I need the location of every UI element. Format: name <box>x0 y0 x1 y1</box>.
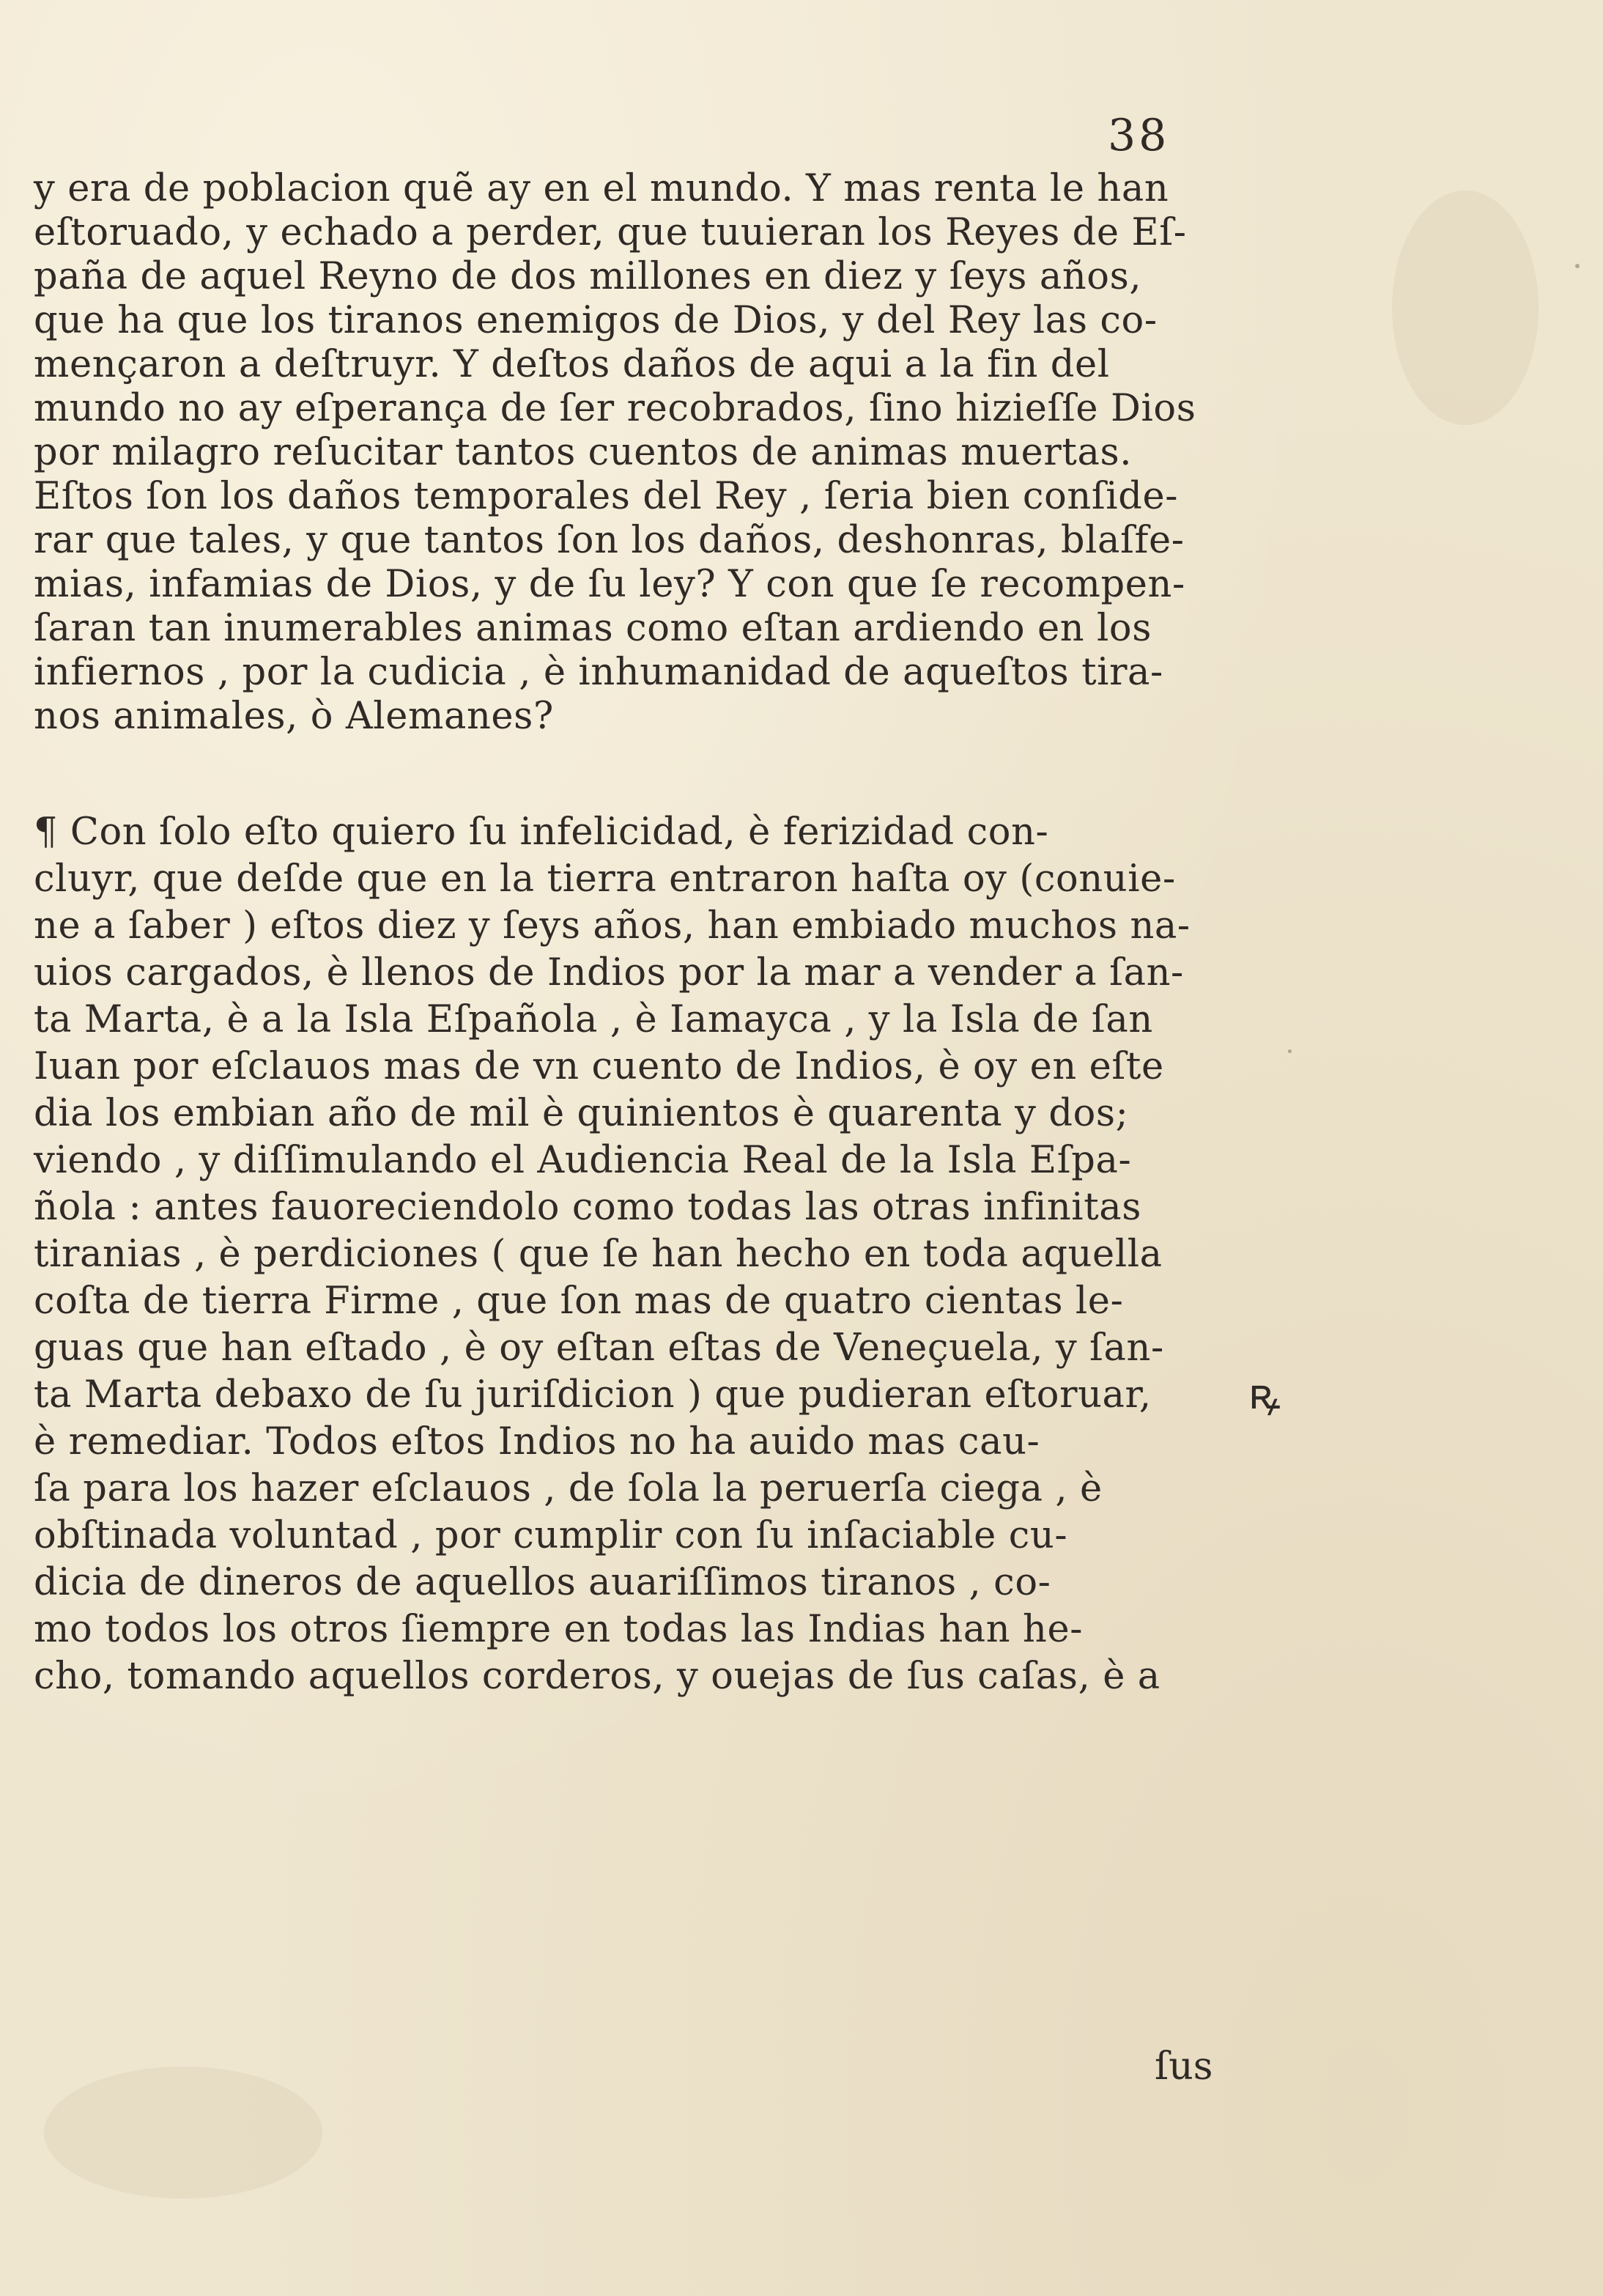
text-line: ta Marta debaxo de ſu juriſdicion ) que pudieran eſtoruar, <box>34 1373 1152 1417</box>
text-line: y era de poblacion quẽ ay en el mundo. Y mas renta le han <box>34 167 1169 210</box>
marginal-mark: ꝶ <box>1248 1369 1281 1419</box>
catchword: ſus <box>1155 2045 1213 2089</box>
text-line: nos animales, ò Alemanes? <box>34 695 554 738</box>
text-line: ¶ Con ſolo eſto quiero ſu infelicidad, è ferizidad con- <box>34 811 1049 854</box>
ink-speck <box>1575 264 1580 268</box>
page-number: 38 <box>1108 110 1170 161</box>
text-line: paña de aquel Reyno de dos millones en diez y ſeys años, <box>34 255 1142 298</box>
text-line: tiranias , è perdiciones ( que ſe han hecho en toda aquella <box>34 1233 1163 1276</box>
paragraph-1 <box>34 167 1250 739</box>
text-line: coſta de tierra Firme , que ſon mas de quatro cientas le- <box>34 1280 1124 1323</box>
text-line: Iuan por eſclauos mas de vn cuento de Indios, è oy en eſte <box>34 1045 1164 1088</box>
text-line: ſaran tan inumerables animas como eſtan ardiendo en los <box>34 607 1152 650</box>
text-line: dicia de dineros de aquellos auariſſimos tiranos , co- <box>34 1561 1051 1604</box>
text-line: ne a ſaber ) eſtos diez y ſeys años, han embiado muchos na- <box>34 904 1191 948</box>
text-line: uios cargados, è llenos de Indios por la mar a vender a ſan- <box>34 951 1184 994</box>
ink-speck <box>1288 1049 1292 1053</box>
text-line: viendo , y diſſimulando el Audiencia Real de la Isla Eſpa- <box>34 1139 1132 1182</box>
text-line: rar que tales, y que tantos ſon los daños, deshonras, blaſfe- <box>34 519 1185 562</box>
text-line: que ha que los tiranos enemigos de Dios, y del Rey las co- <box>34 299 1158 342</box>
text-line: ſa para los hazer eſclauos , de ſola la peruerſa ciega , è <box>34 1467 1103 1510</box>
text-line: mundo no ay eſperança de ſer recobrados, ſino hizieſſe Dios <box>34 387 1196 430</box>
text-line: cluyr, que deſde que en la tierra entraron haſta oy (conuie- <box>34 857 1176 901</box>
text-line: è remediar. Todos eſtos Indios no ha auido mas cau- <box>34 1420 1040 1463</box>
text-line: por milagro reſucitar tantos cuentos de animas muertas. <box>34 431 1133 474</box>
text-line: mençaron a deſtruyr. Y deſtos daños de aqui a la fin del <box>34 343 1110 386</box>
text-line: guas que han eſtado , è oy eſtan eſtas de Veneçuela, y ſan- <box>34 1326 1164 1370</box>
paragraph-2 <box>34 809 1250 1700</box>
paper-stain <box>1392 191 1539 425</box>
text-block <box>34 167 1250 1700</box>
text-line: mias, infamias de Dios, y de ſu ley? Y con que ſe recompen- <box>34 563 1185 606</box>
text-line: dia los embian año de mil è quinientos è quarenta y dos; <box>34 1092 1129 1135</box>
text-line: ta Marta, è a la Isla Eſpañola , è Iamayca , y la Isla de ſan <box>34 998 1153 1041</box>
text-line: obſtinada voluntad , por cumplir con ſu inſaciable cu- <box>34 1514 1068 1557</box>
text-line: infiernos , por la cudicia , è inhumanidad de aqueſtos tira- <box>34 651 1163 694</box>
text-line: cho, tomando aquellos corderos, y ouejas de ſus caſas, è a <box>34 1655 1160 1698</box>
text-line: eſtoruado, y echado a perder, que tuuieran los Reyes de Eſ- <box>34 211 1187 254</box>
paper-stain <box>44 2067 322 2199</box>
text-line: mo todos los otros ſiempre en todas las Indias han he- <box>34 1608 1084 1651</box>
text-line: ñola : antes fauoreciendolo como todas las otras infinitas <box>34 1186 1142 1229</box>
text-line: Eſtos ſon los daños temporales del Rey , ſeria bien conſide- <box>34 475 1179 518</box>
